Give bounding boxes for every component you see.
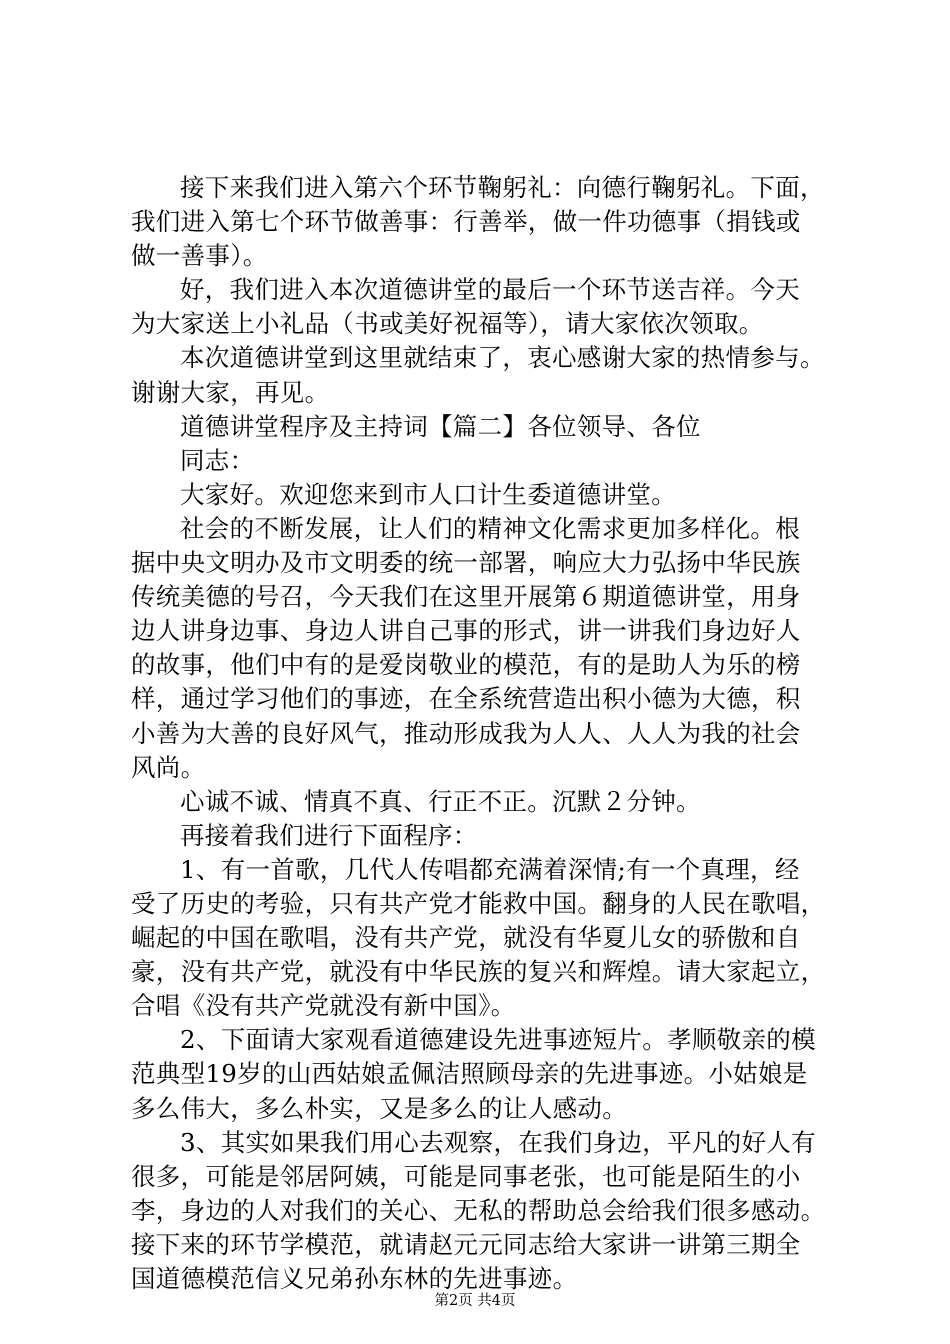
text-line: 我们进入第七个环节做善事：行善举，做一件功德事（捐钱或 (131, 207, 801, 237)
text-line: 多么伟大，多么朴实，又是多么的让人感动。 (131, 1093, 627, 1123)
text-line: 3、其实如果我们用心去观察，在我们身边，平凡的好人有 (180, 1127, 816, 1157)
text-line: 样，通过学习他们的事迹，在全系统营造出积小德为大德，积 (131, 684, 801, 714)
paragraph (131, 273, 831, 341)
paragraph (131, 171, 831, 273)
paragraph (131, 410, 831, 444)
text-line: 边人讲身边事、身边人讲自己事的形式，讲一讲我们身边好人 (131, 616, 801, 646)
text-line: 小善为大善的良好风气，推动形成我为人人、人人为我的社会 (131, 718, 801, 748)
text-line: 受了历史的考验，只有共产党才能救中国。翻身的人民在歌唱， (131, 888, 826, 918)
text-line: 1、有一首歌，几代人传唱都充满着深情;有一个真理，经 (180, 854, 800, 884)
text-line: 为大家送上小礼品（书或美好祝福等），请大家依次领取。 (131, 309, 764, 339)
text-line: 据中央文明办及市文明委的统一部署，响应大力弘扬中华民族 (131, 548, 801, 578)
text-line: 2、下面请大家观看道德建设先进事迹短片。孝顺敬亲的模 (180, 1025, 816, 1055)
page-footer: 第2页 共4页 (434, 1293, 516, 1309)
paragraph (131, 853, 831, 1023)
text-line: 风尚。 (131, 752, 206, 782)
text-line: 国道德模范信义兄弟孙东林的先进事迹。 (131, 1264, 578, 1293)
paragraph (131, 444, 831, 478)
text-line: 接下来我们进入第六个环节鞠躬礼：向德行鞠躬礼。下面， (180, 173, 825, 202)
paragraph (131, 785, 831, 819)
text-line: 接下来的环节学模范，就请赵元元同志给大家讲一讲第三期全 (131, 1229, 801, 1259)
paragraph (131, 1023, 831, 1125)
text-line: 心诚不诚、情真不真、行正不正。沉默２分钟。 (180, 786, 701, 816)
text-line: 本次道德讲堂到这里就结束了，衷心感谢大家的热情参与。 (180, 343, 825, 373)
text-line: 李，身边的人对我们的关心、无私的帮助总会给我们很多感动。 (131, 1195, 826, 1225)
text-line: 好，我们进入本次道德讲堂的最后一个环节送吉祥。今天 (180, 275, 800, 305)
text-line: 再接着我们进行下面程序： (180, 820, 478, 850)
document-body (131, 171, 831, 1296)
text-line: 同志： (180, 445, 255, 475)
paragraph (131, 478, 831, 512)
text-line: 豪，没有共产党，就没有中华民族的复兴和辉煌。请大家起立， (131, 957, 826, 987)
text-line: 道德讲堂程序及主持词【篇二】各位领导、各位 (180, 411, 701, 441)
text-line: 合唱《没有共产党就没有新中国》。 (131, 991, 516, 1021)
text-line: 做一善事）。 (131, 241, 268, 271)
text-line: 的故事，他们中有的是爱岗敬业的模范，有的是助人为乐的榜 (131, 650, 801, 680)
text-line: 范典型19岁的山西姑娘孟佩洁照顾母亲的先进事迹。小姑娘是 (131, 1059, 808, 1089)
paragraph (131, 819, 831, 853)
text-line: 很多，可能是邻居阿姨，可能是同事老张，也可能是陌生的小 (131, 1161, 801, 1191)
text-line: 社会的不断发展，让人们的精神文化需求更加多样化。根 (180, 513, 800, 543)
text-line: 谢谢大家，再见。 (131, 377, 330, 407)
paragraph (131, 341, 831, 409)
paragraph (131, 1126, 831, 1296)
text-line: 大家好。欢迎您来到市人口计生委道德讲堂。 (180, 479, 676, 509)
text-line: 传统美德的号召，今天我们在这里开展第６期道德讲堂，用身 (131, 582, 801, 612)
paragraph (131, 512, 831, 785)
text-line: 崛起的中国在歌唱，没有共产党，就没有华夏儿女的骄傲和自 (131, 923, 801, 953)
